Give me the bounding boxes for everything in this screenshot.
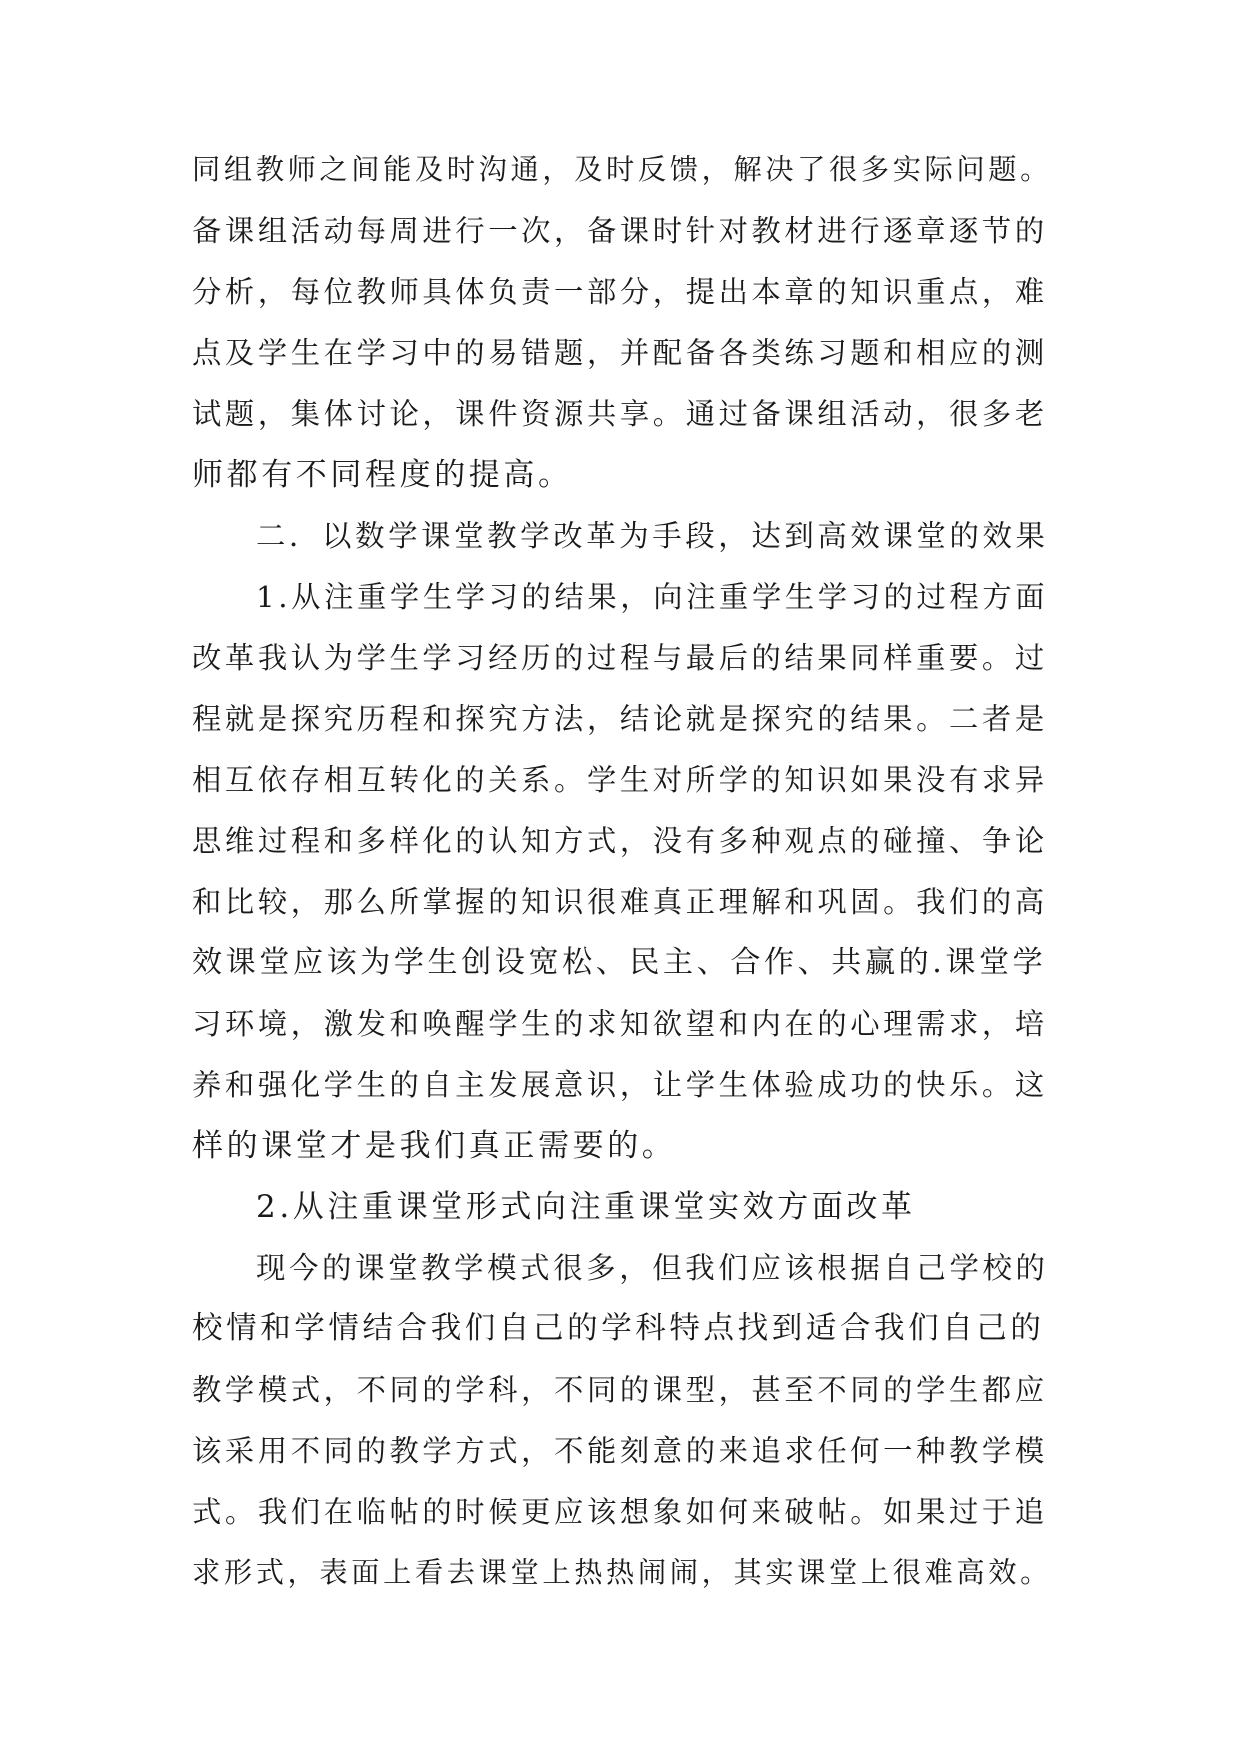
text-line: 教学模式，不同的学科，不同的课型，甚至不同的学生都应: [192, 1373, 1048, 1407]
text-line: 备课组活动每周进行一次，备课时针对教材进行逐章逐节的: [192, 214, 1048, 248]
text-line: 相互依存相互转化的关系。学生对所学的知识如果没有求异: [192, 763, 1048, 797]
text-line: 效课堂应该为学生创设宽松、民主、合作、共赢的.课堂学: [192, 945, 1047, 980]
text-line: 求形式，表面上看去课堂上热热闹闹，其实课堂上很难高效。: [192, 1556, 1052, 1589]
subsection-heading: 2.从注重课堂形式向注重课堂实效方面改革: [256, 1189, 916, 1225]
paragraph-first-line: 现今的课堂教学模式很多，但我们应该根据自己学校的: [256, 1251, 1049, 1285]
text-line: 校情和学情结合我们自己的学科特点找到适合我们自己的: [192, 1311, 1045, 1346]
text-line: 样的课堂才是我们真正需要的。: [192, 1128, 677, 1164]
text-line: 思维过程和多样化的认知方式，没有多种观点的碰撞、争论: [192, 824, 1048, 858]
text-line: 分析，每位教师具体负责一部分，提出本章的知识重点，难: [192, 275, 1048, 309]
text-line: 点及学生在学习中的易错题，并配备各类练习题和相应的测: [192, 336, 1048, 370]
text-line: 该采用不同的教学方式，不能刻意的来追求任何一种教学模: [192, 1434, 1048, 1468]
text-line: 习环境，激发和唤醒学生的求知欲望和内在的心理需求，培: [192, 1007, 1048, 1041]
text-line: 师都有不同程度的提高。: [192, 457, 573, 493]
text-line: 式。我们在临帖的时候更应该想象如何来破帖。如果过于追: [192, 1495, 1048, 1529]
text-line: 改革我认为学生学习经历的过程与最后的结果同样重要。过: [192, 641, 1048, 675]
text-line: 程就是探究历程和探究方法，结论就是探究的结果。二者是: [192, 702, 1048, 736]
text-line: 同组教师之间能及时沟通，及时反馈，解决了很多实际问题。: [192, 153, 1052, 186]
section-heading: 二．以数学课堂教学改革为手段，达到高效课堂的效果: [256, 519, 1049, 553]
text-line: 和比较，那么所掌握的知识很难真正理解和巩固。我们的高: [192, 885, 1048, 919]
text-line: 养和强化学生的自主发展意识，让学生体验成功的快乐。这: [192, 1068, 1048, 1102]
subsection-heading: 1.从注重学生学习的结果，向注重学生学习的过程方面: [256, 580, 1049, 614]
text-line: 试题，集体讨论，课件资源共享。通过备课组活动，很多老: [192, 397, 1048, 431]
